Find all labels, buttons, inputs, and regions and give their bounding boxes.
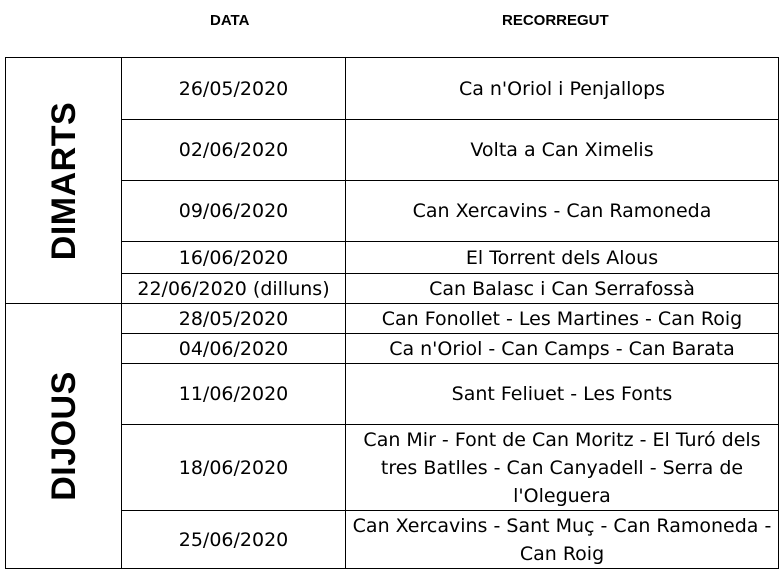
day-label-thursday: DIJOUS [44, 371, 83, 501]
day-label-tuesday: DIMARTS [44, 101, 83, 260]
date-cell: 18/06/2020 [122, 425, 346, 511]
route-cell: Volta a Can Ximelis [346, 120, 779, 181]
date-cell: 28/05/2020 [122, 304, 346, 334]
date-column-header: DATA [210, 12, 250, 29]
table-row [6, 58, 779, 120]
date-cell: 09/06/2020 [122, 181, 346, 242]
route-cell: Sant Feliuet - Les Fonts [346, 364, 779, 425]
date-cell: 11/06/2020 [122, 364, 346, 425]
date-cell: 04/06/2020 [122, 334, 346, 364]
route-cell: Ca n'Oriol - Can Camps - Can Barata [346, 334, 779, 364]
route-cell: Can Balasc i Can Serrafossà [346, 274, 779, 304]
table-row [6, 304, 779, 334]
route-cell: Can Mir - Font de Can Moritz - El Turó dels tres Batlles - Can Canyadell - Serra de l'Oleguera [346, 425, 779, 511]
day-cell-tuesday [6, 58, 122, 304]
date-cell: 16/06/2020 [122, 242, 346, 274]
date-cell: 02/06/2020 [122, 120, 346, 181]
route-cell: Can Xercavins - Can Ramoneda [346, 181, 779, 242]
route-column-header: RECORREGUT [502, 12, 609, 29]
schedule-table [5, 57, 779, 569]
day-cell-thursday [6, 304, 122, 569]
route-cell: Ca n'Oriol i Penjallops [346, 58, 779, 120]
date-cell: 22/06/2020 (dilluns) [122, 274, 346, 304]
route-cell: Can Fonollet - Les Martines - Can Roig [346, 304, 779, 334]
route-cell: Can Xercavins - Sant Muç - Can Ramoneda - Can Roig [346, 511, 779, 569]
date-cell: 26/05/2020 [122, 58, 346, 120]
route-cell: El Torrent dels Alous [346, 242, 779, 274]
date-cell: 25/06/2020 [122, 511, 346, 569]
